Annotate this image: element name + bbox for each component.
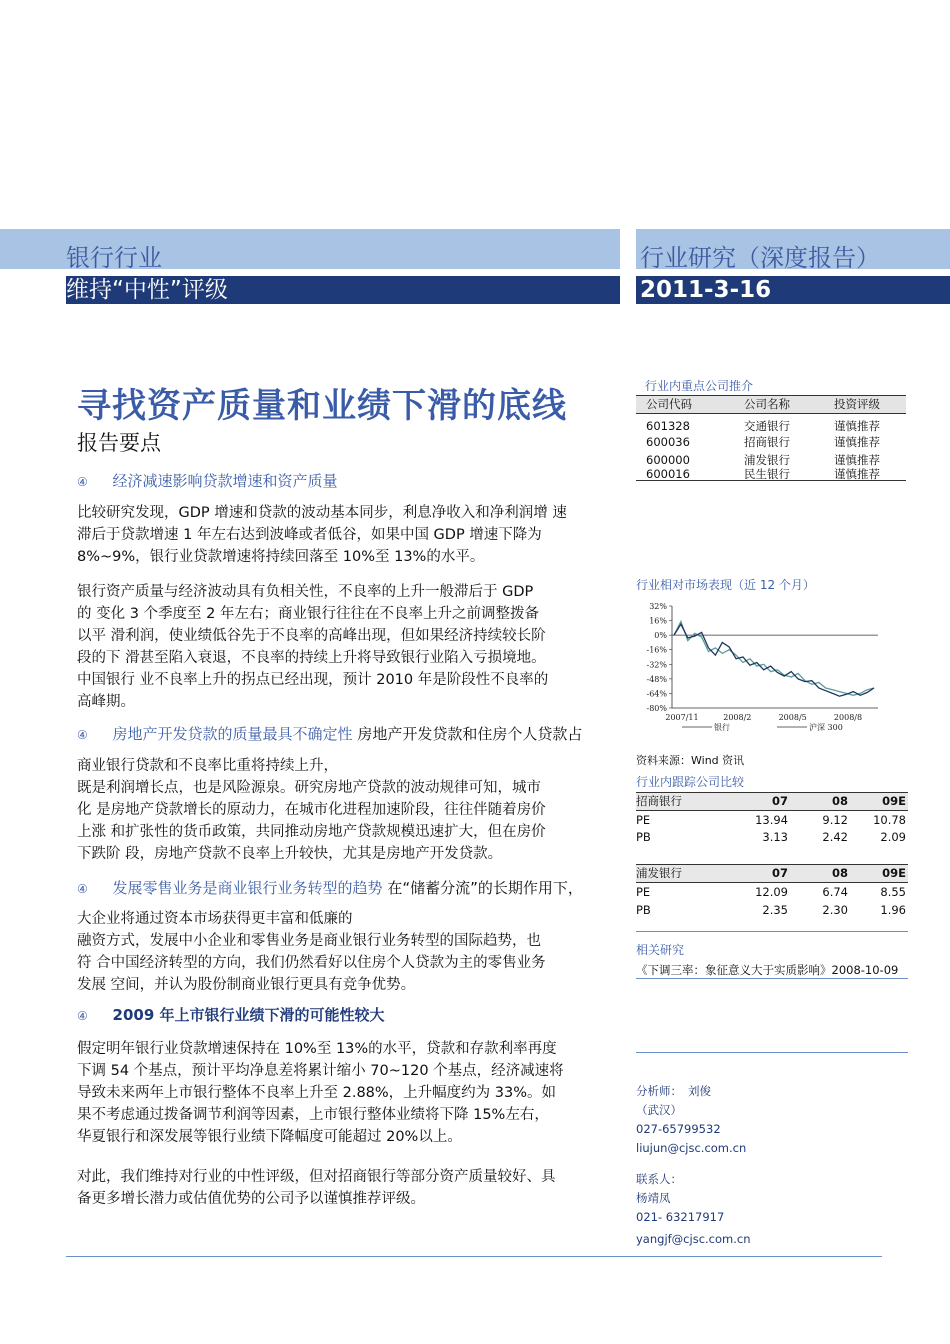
table-row [636,468,906,481]
table-row [636,883,908,901]
page-subtitle: 报告要点 [77,431,161,455]
analyst-name: 刘俊 [688,1084,711,1098]
section-heading-text: 经济减速影响贷款增速和资产质量 [112,472,338,490]
page-title: 寻找资产质量和业绩下滑的底线 [77,386,567,426]
table-cell: 600000 [646,453,690,467]
table-header [636,864,908,883]
analyst-label: 分析师： [636,1084,682,1098]
x-tick-label: 2008/8 [833,713,863,722]
section-heading-text: 房地产开发贷款的质量最具不确定性 [112,725,353,743]
column-header: 08 [831,794,848,808]
table-row [636,418,906,434]
table-cell: 12.09 [755,885,788,899]
contact-block [636,1170,751,1249]
table-row [636,901,908,919]
x-tick-label: 2007/11 [665,713,699,722]
contact-label: 联系人： [636,1172,682,1186]
text-line: 8%~9%，银行业贷款增速将持续回落至 10%至 13%的水平。 [77,549,485,565]
table-row [636,452,906,468]
table-cell: 13.94 [755,813,788,827]
text-line: 以平 滑利润，使业绩低谷先于不良率的高峰出现，但如果经济持续较长阶 [77,628,546,644]
text-line: 符 合中国经济转型的方向，我们仍然看好以住房个人贷款为主的零售业务 [77,955,546,971]
section-heading-tail: 房地产开发贷款和住房个人贷款占 [357,725,583,743]
text-line: 发展 空间，并认为股份制商业银行更具有竞争优势。 [77,977,416,993]
text-line: 比较研究发现，GDP 增速和贷款的波动基本同步，利息净收入和净利润增 速 [77,505,567,521]
x-tick-label: 2008/5 [778,713,807,722]
table-cell: 谨慎推荐 [834,467,880,481]
table-cell: 2.42 [822,830,848,844]
text-line: 导致未来两年上市银行整体不良率上升至 2.88%，上升幅度约为 33%。如 [77,1085,557,1101]
y-tick-label: -64% [646,689,667,699]
compare-table [636,792,908,932]
legend-label: 沪深 300 [809,723,843,732]
table-cell: 2.09 [880,830,906,844]
table-row [636,829,908,846]
table-cell: 601328 [646,419,690,433]
related-item[interactable]: 《下调三率：象征意义大于实质影响》2008-10-09 [636,963,899,977]
analyst-phone: 027-65799532 [636,1122,721,1136]
table-cell: 2.35 [762,903,788,917]
text-line: 中国银行 业不良率上升的拐点已经出现，预计 2010 年是阶段性不良率的 [77,672,549,688]
text-line: 果不考虑通过拨备调节利润等因素，上市银行整体业绩将下降 15%左右， [77,1107,549,1123]
table-header [636,792,908,811]
section-heading [77,1004,385,1025]
column-header: 07 [771,866,788,880]
section-heading [77,877,583,898]
section-heading-text: 发展零售业务是商业银行业务转型的趋势 [112,879,383,897]
column-header: 09E [882,794,906,808]
text-line: 华夏银行和深发展等银行业绩下降幅度可能超过 20%以上。 [77,1129,462,1145]
contact-phone: 021- 63217917 [636,1210,725,1224]
text-line: 融资方式，发展中小企业和零售业务是商业银行业务转型的国际趋势，也 [77,933,541,949]
table-cell: 谨慎推荐 [834,453,880,467]
legend-label: 银行 [714,723,730,732]
bullet-icon: ④ [77,882,88,896]
y-tick-label: -80% [646,704,667,713]
compare-heading: 行业内跟踪公司比较 [636,775,745,789]
report-type-label: 行业研究（深度报告） [640,244,880,272]
company-name: 招商银行 [636,794,682,808]
column-header: 公司名称 [744,397,790,411]
y-tick-label: -48% [646,674,667,684]
table-cell: PE [636,885,651,899]
series-line [674,622,874,696]
text-line: 高峰期。 [77,694,135,710]
table-cell: 8.55 [880,885,906,899]
table-cell: PE [636,813,651,827]
table-cell: 招商银行 [744,435,790,449]
column-header: 09E [882,866,906,880]
contact-name: 杨靖凤 [636,1191,671,1205]
table-cell: PB [636,903,651,917]
divider [636,1052,908,1053]
text-line: 下跌阶 段，房地产贷款不良率上升较快，尤其是房地产开发贷款。 [77,846,503,862]
key-companies-table [636,395,906,481]
text-line: 对此，我们维持对行业的中性评级，但对招商银行等部分资产质量较好、具 [77,1169,556,1185]
text-line: 假定明年银行业贷款增速保持在 10%至 13%的水平，贷款和存款利率再度 [77,1041,557,1057]
table-cell: 交通银行 [744,419,790,433]
table-cell: 1.96 [880,903,906,917]
text-line: 段的下 滑甚至陷入衰退，不良率的持续上升将导致银行业陷入亏损境地。 [77,650,546,666]
text-line: 备更多增长潜力或估值优势的公司予以谨慎推荐评级。 [77,1191,425,1207]
y-tick-label: -32% [646,660,667,670]
text-line: 商业银行贷款和不良率比重将持续上升， [77,758,338,774]
divider [636,978,908,979]
paragraph [77,908,622,996]
table-cell: 2.30 [822,903,848,917]
text-line: 下调 54 个基点，预计平均净息差将累计缩小 70~120 个基点，经济减速将 [77,1063,564,1079]
section-heading [77,470,338,491]
rating-label: 维持“中性”评级 [66,277,228,303]
chart-source: 资料来源：Wind 资讯 [636,754,745,767]
table-cell: 浦发银行 [744,453,790,467]
section-heading-tail: 在“储蓄分流”的长期作用下， [387,879,583,897]
column-header: 07 [771,794,788,808]
table-cell: 600016 [646,467,690,481]
column-header: 公司代码 [646,397,692,411]
table-row [636,434,906,450]
text-line: 滞后于贷款增速 1 年左右达到波峰或者低谷，如果中国 GDP 增速下降为 [77,527,542,543]
text-line: 银行资产质量与经济波动具有负相关性，不良率的上升一般滞后于 GDP [77,584,534,600]
bullet-icon: ④ [77,1009,88,1023]
performance-chart [636,598,906,733]
bullet-icon: ④ [77,728,88,742]
divider [636,931,908,932]
related-heading: 相关研究 [636,943,685,957]
key-companies-heading: 行业内重点公司推介 [645,379,754,393]
table-header [636,395,906,414]
analyst-block [636,1082,746,1158]
y-tick-label: 0% [654,631,667,641]
text-line: 化 是房地产贷款增长的原动力，在城市化进程加速阶段，往往伴随着房价 [77,802,546,818]
x-tick-label: 2008/2 [723,713,752,722]
table-cell: 谨慎推荐 [834,419,880,433]
bullet-icon: ④ [77,475,88,489]
analyst-email[interactable]: liujun@cjsc.com.cn [636,1141,747,1155]
table-row [636,812,908,829]
paragraph [77,581,622,713]
section-heading-text: 2009 年上市银行业绩下滑的可能性较大 [112,1006,385,1024]
table-cell: 6.74 [822,885,848,899]
paragraph [77,1038,622,1148]
perf-chart-heading: 行业相对市场表现（近 12 个月） [636,578,815,592]
table-cell: 600036 [646,435,690,449]
paragraph [77,502,622,568]
y-tick-label: 32% [649,602,667,611]
table-cell: 9.12 [822,813,848,827]
paragraph [77,755,622,865]
column-header: 08 [831,866,848,880]
table-cell: PB [636,830,651,844]
text-line: 大企业将通过资本市场获得更丰富和低廉的 [77,911,353,927]
header-divider [620,229,636,309]
table-cell: 谨慎推荐 [834,435,880,449]
company-name: 浦发银行 [636,866,682,880]
contact-email[interactable]: yangjf@cjsc.com.cn [636,1232,751,1246]
section-heading [77,723,582,744]
y-tick-label: 16% [649,616,667,626]
report-date: 2011-3-16 [640,277,772,303]
industry-label: 银行行业 [66,244,162,272]
table-cell: 民生银行 [744,467,790,481]
text-line: 上涨 和扩张性的货币政策，共同推动房地产贷款规模迅速扩大，但在房价 [77,824,546,840]
analyst-city: （武汉） [636,1103,682,1117]
column-header: 投资评级 [834,397,880,411]
y-tick-label: -16% [646,645,667,655]
table-cell: 10.78 [873,813,906,827]
footer-rule [66,1256,882,1257]
text-line: 的 变化 3 个季度至 2 年左右；商业银行往往在不良率上升之前调整拨备 [77,606,539,622]
table-cell: 3.13 [762,830,788,844]
text-line: 既是利润增长点，也是风险源泉。研究房地产贷款的波动规律可知，城市 [77,780,541,796]
paragraph [77,1166,622,1210]
